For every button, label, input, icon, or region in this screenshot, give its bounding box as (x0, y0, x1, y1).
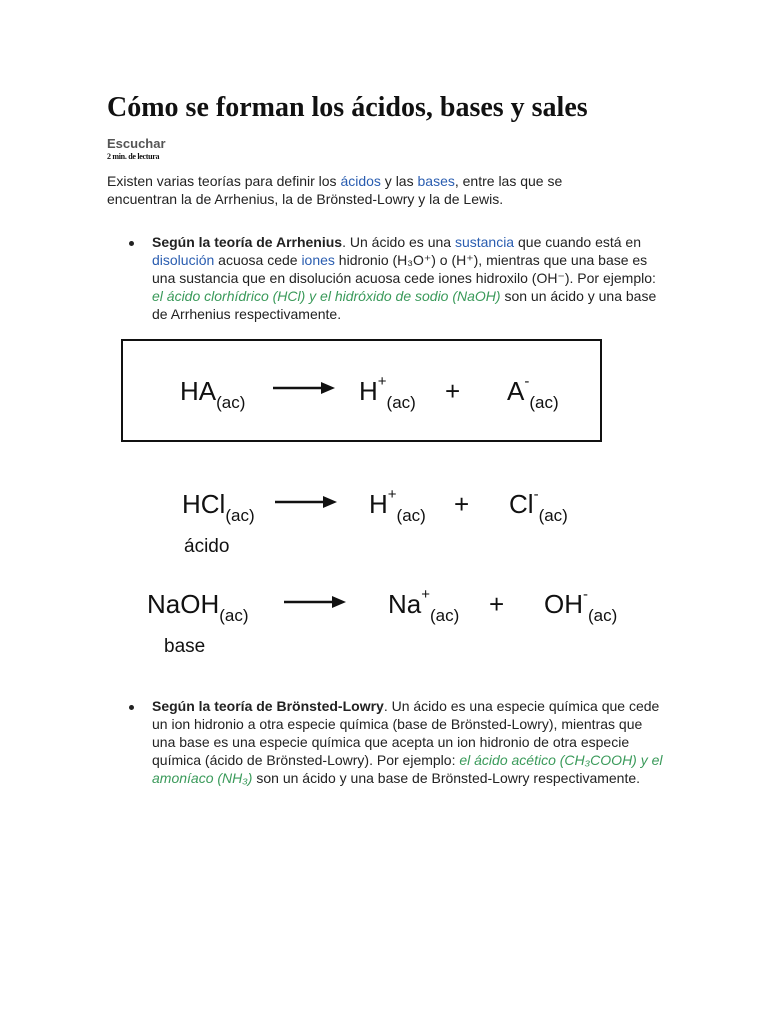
eq-general-product-2: $A^-_{(ac)}$ (507, 373, 559, 412)
link-ions[interactable]: iones (301, 252, 335, 268)
eq-hcl-label: ácido (184, 536, 230, 557)
listen-link[interactable]: Escuchar (107, 136, 166, 151)
intro-paragraph (107, 172, 627, 208)
eq-general-reactant: $HA_{(ac)}$ (180, 376, 246, 412)
arrhenius-paragraph (152, 233, 667, 323)
link-substance[interactable]: sustancia (454, 234, 515, 250)
eq-general-plus: + (445, 376, 461, 406)
arrhenius-text-4: hidronio (H₃O⁺) o (H⁺), mientras que una base es una sustancia que en disolución acuosa cede iones hidroxilo (OH⁻). Por ejemplo: (152, 252, 656, 286)
arrhenius-example: el ácido clorhídrico (HCl) y el hidróxido de sodio (NaOH) (152, 288, 501, 304)
bronsted-example: el ácido acético (CH₃COOH) y el amoníaco (NH₃) (152, 752, 663, 786)
eq-hcl-reactant: HCl$_{(ac)}$ (182, 489, 255, 525)
eq-naoh-plus: + (489, 589, 505, 619)
right-arrow-icon (273, 381, 335, 395)
intro-text-2: y las (380, 173, 418, 189)
page-title: Cómo se forman los ácidos, bases y sales (107, 92, 588, 123)
bullet-dot-icon (129, 705, 134, 710)
eq-general-product-1: $H^+_{(ac)}$ (359, 373, 416, 412)
bronsted-text-2: son un ácido y una base de Brönsted-Lowry respectivamente. (252, 770, 641, 786)
bullet-dot-icon (129, 241, 134, 246)
eq-naoh-label: base (164, 636, 206, 657)
bronsted-text-1: . Un ácido es una especie química que cede un ion hidronio a otra especie química (base de Brönsted-Lowry), mientras que una base es una especie química que acepta un ion hidronio de otra especie química (ácido de Brönsted-Lowry). Por ejemplo: (152, 698, 660, 768)
bronsted-heading: Según la teoría de Brönsted-Lowry (152, 698, 384, 714)
right-arrow-icon (284, 595, 346, 609)
right-arrow-icon (275, 495, 337, 509)
intro-text-1: Existen varias teorías para definir los (107, 173, 341, 189)
eq-naoh-product-2: $OH^-_{(ac)}$ (544, 586, 618, 625)
link-bases[interactable]: bases (417, 173, 455, 189)
arrhenius-heading: Según la teoría de Arrhenius (152, 234, 343, 250)
arrhenius-text-3: acuosa cede (214, 252, 302, 268)
eq-hcl-product-1: $H^+_{(ac)}$ (369, 486, 426, 525)
arrhenius-text-2: que cuando está en (514, 234, 641, 250)
read-time: 2 min. de lectura (107, 152, 160, 161)
eq-naoh-reactant: NaOH$_{(ac)}$ (147, 589, 249, 625)
eq-hcl-plus: + (454, 489, 470, 519)
arrhenius-text-1: . Un ácido es una (342, 234, 455, 250)
eq-hcl-product-2: $Cl^-_{(ac)}$ (509, 486, 568, 525)
arrhenius-text-5: son un ácido y una base de Arrhenius respectivamente. (152, 288, 657, 322)
intro-text-3: , entre las que se encuentran la de Arrhenius, la de Brönsted-Lowry y la de Lewis. (107, 173, 563, 207)
link-acids[interactable]: ácidos (340, 173, 381, 189)
eq-naoh-product-1: $Na^+_{(ac)}$ (388, 586, 460, 625)
link-dissolution[interactable]: disolución (152, 252, 215, 268)
bronsted-paragraph (152, 697, 667, 787)
